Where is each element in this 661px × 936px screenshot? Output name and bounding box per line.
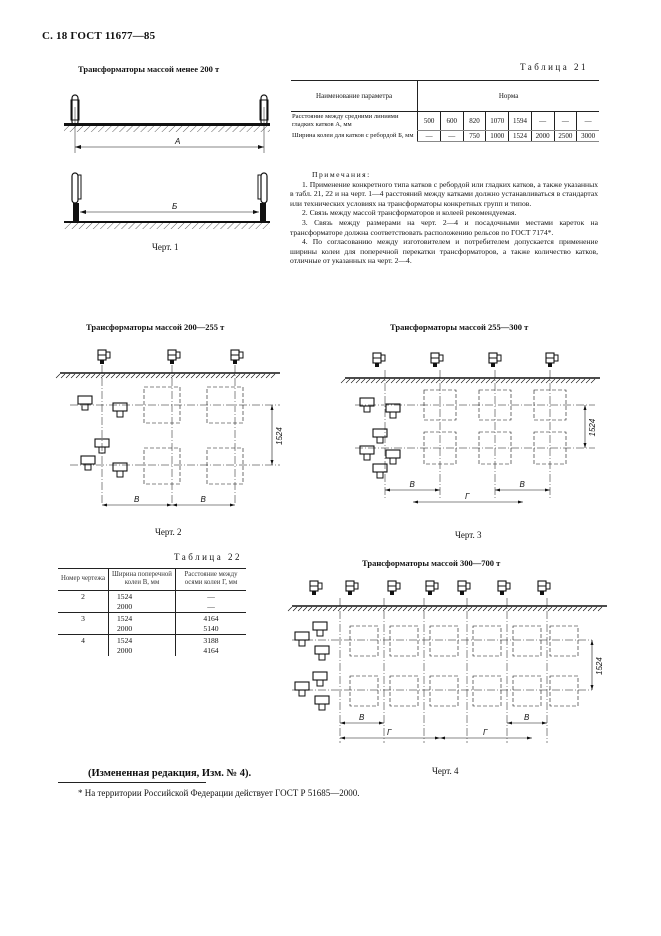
dimension-v-label: В <box>524 713 530 722</box>
section-1-title: Трансформаторы массой менее 200 т <box>78 64 220 74</box>
figure-2-caption: Черт. 2 <box>155 527 182 537</box>
dashed-contour <box>513 676 541 706</box>
dashed-contour <box>390 676 418 706</box>
table-21-param-header: Наименование параметра <box>291 81 418 112</box>
table-22: Номер чертежа Ширина поперечной колеи В, мм Расстояние между осями колеи Г, мм 2 1524 2000 — — 3 1524 2000 4164 5140 4 1524 2000 3188 4164 <box>58 568 246 656</box>
figure-4-caption: Черт. 4 <box>432 766 459 776</box>
rail-bottom <box>64 221 270 223</box>
table-22-title: Таблица 22 <box>174 552 242 562</box>
dashed-contour <box>350 676 378 706</box>
dimension-g-label: Г <box>465 492 470 501</box>
table-row: Ширина колеи для катков с ребордой Б, мм — — 750 1000 1524 2000 2500 3000 <box>291 130 599 141</box>
dashed-contour <box>430 626 458 656</box>
flanged-roller-left <box>72 173 81 221</box>
dashed-contour <box>473 676 501 706</box>
carriage-plan <box>295 682 309 690</box>
table-row: Расстояние между средними линиями гладких катков А, мм 500 600 820 1070 1594 — — — <box>291 112 599 131</box>
dashed-contour <box>350 626 378 656</box>
dimension-1524-label: 1524 <box>595 657 604 675</box>
dashed-contour <box>207 387 243 423</box>
carriage-plan <box>315 696 329 704</box>
drawing-3 <box>345 350 605 510</box>
dashed-contour <box>473 626 501 656</box>
carriage-plan <box>113 403 127 411</box>
dashed-contour <box>207 448 243 484</box>
carriage-plan <box>315 646 329 654</box>
section-3-title: Трансформаторы массой 255—300 т <box>390 322 529 332</box>
carriage-plan <box>295 632 309 640</box>
note-3: 3. Связь между размерами на черт. 2—4 и посадочными местами кареток на трансформаторе должна соответствовать расположению рельсов по ГОСТ 7174*. <box>290 217 598 237</box>
dimension-v-label: В <box>200 495 206 504</box>
table-row: 2 1524 2000 — — <box>58 591 246 613</box>
dashed-contour <box>550 676 578 706</box>
dashed-contour <box>144 448 180 484</box>
dimension-v-label: В <box>409 480 415 489</box>
carriage-plan <box>360 446 374 454</box>
drawing-2 <box>60 345 300 520</box>
carriage-plan <box>113 463 127 471</box>
carriage-plan <box>81 456 95 464</box>
dimension-g-label: Г <box>483 728 488 737</box>
notes-heading: Примечания: <box>312 170 371 179</box>
dimension-1524-label: 1524 <box>275 427 284 445</box>
figure-1-caption: Черт. 1 <box>152 242 179 252</box>
footnote-divider <box>58 782 206 783</box>
carriage-plan <box>386 450 400 458</box>
notes-block <box>290 170 598 266</box>
drawing-4 <box>292 578 612 748</box>
note-1: 1. Применение конкретного типа катков с ребордой или гладких катков, а также указанных в табл. 21, 22 и на черт. 1—4 расстояний между катками должно устанавливаться в стандартах или технических условиях на трансформаторы конкретных групп и типов. <box>290 179 598 208</box>
dashed-contour <box>390 626 418 656</box>
table-21-title: Таблица 21 <box>520 62 588 72</box>
dimension-v-label: В <box>359 713 365 722</box>
carriage-plan <box>313 672 327 680</box>
note-2: 2. Связь между массой трансформаторов и колеей рекомендуемая. <box>302 208 517 218</box>
dashed-contour <box>513 626 541 656</box>
footnote: * На территории Российской Федерации действует ГОСТ Р 51685—2000. <box>78 788 360 798</box>
rail-top <box>64 123 270 126</box>
dashed-contour <box>550 626 578 656</box>
table-row: 4 1524 2000 3188 4164 <box>58 635 246 657</box>
note-4: 4. По согласованию между изготовителем и потребителем допускается применение ширины колеи для поперечной перекатки трансформаторов, а также количество катков, отличные от указанных на черт. 2—4. <box>290 237 598 266</box>
dimension-v-label: В <box>519 480 525 489</box>
dimension-b-label: Б <box>172 202 178 211</box>
page-header: С. 18 ГОСТ 11677—85 <box>42 30 156 42</box>
figure-3-caption: Черт. 3 <box>455 530 482 540</box>
section-4-title: Трансформаторы массой 300—700 т <box>362 558 501 568</box>
carriage-plan <box>313 622 327 630</box>
section-2-title: Трансформаторы массой 200—255 т <box>86 322 225 332</box>
dimension-v-label: В <box>134 495 140 504</box>
table-row: 3 1524 2000 4164 5140 <box>58 613 246 635</box>
dashed-contour <box>430 676 458 706</box>
drawing-1 <box>60 85 280 235</box>
dimension-1524-label: 1524 <box>588 418 597 437</box>
dimension-g-label: Г <box>387 728 392 737</box>
table-21 <box>291 80 599 142</box>
dimension-a-label: А <box>175 137 181 146</box>
revision-note: (Измененная редакция, Изм. № 4). <box>88 768 252 779</box>
carriage-plan <box>78 396 92 404</box>
flanged-roller-right <box>258 173 267 221</box>
table-21-norm-header: Норма <box>418 81 599 112</box>
